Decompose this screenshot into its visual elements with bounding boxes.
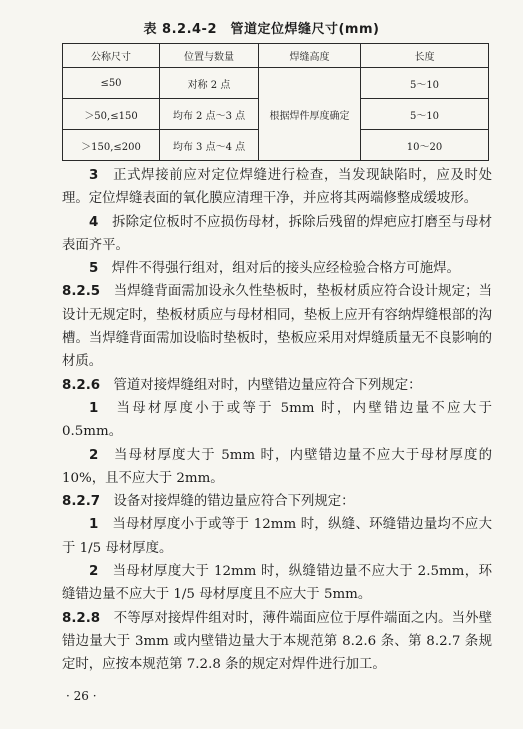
- paragraph-text: 管道对接焊缝组对时，内壁错边量应符合下列规定：: [113, 377, 422, 393]
- item-number: 1: [89, 400, 99, 416]
- paragraph-text: 当母材厚度小于或等于 12mm 时，纵缝、环缝错边量均不应大于 1/5 母材厚度。: [62, 517, 492, 556]
- size-cell: ＞150,≤200: [63, 130, 160, 161]
- clause-number: 8.2.6: [62, 377, 101, 393]
- paragraph: [62, 211, 492, 258]
- table-caption: 表 8.2.4-2 管道定位焊缝尺寸(mm): [143, 22, 380, 37]
- weld-height-cell: 根据焊件厚度确定: [259, 68, 361, 161]
- clause-paragraph: [62, 607, 492, 677]
- paragraph: [62, 164, 492, 211]
- clause-paragraph: [62, 280, 492, 373]
- clause-paragraph: [62, 490, 492, 513]
- clause-number: 8.2.7: [62, 494, 101, 510]
- length-cell: 5～10: [361, 68, 489, 99]
- paragraph-text: 当母材厚度大于 12mm 时，纵缝错边量不应大于 2.5mm，环缝错边量不应大于 1/5 母材厚度且不应大于 5mm。: [62, 564, 493, 603]
- paragraph-text: 不等厚对接焊件组对时，薄件端面应位于厚件端面之内。当外壁错边量大于 3mm 或内壁错边量大于本规范第 8.2.6 条、第 8.2.7 条规定时，应按本规范第 7.2.8 条的规定对焊件进行加工。: [62, 610, 493, 673]
- paragraph-text: 设备对接焊缝的错边量应符合下列规定：: [113, 494, 355, 510]
- header-cell: 位置与数量: [160, 44, 259, 68]
- clause-number: 8.2.8: [62, 610, 101, 626]
- body-text: [62, 164, 492, 677]
- paragraph: [62, 513, 492, 560]
- paragraph-text: 当焊缝背面需加设永久性垫板时，垫板材质应符合设计规定；当设计无规定时，垫板材质应与母材相同，垫板上应开有容纳焊缝根部的沟槽。当焊缝背面需加设临时垫板时，垫板应采用对焊缝质量无不良影响的材质。: [62, 284, 493, 370]
- paragraph-text: 当母材厚度大于 5mm 时，内壁错边量不应大于母材厚度的 10%，且不应大于 2mm。: [62, 447, 492, 486]
- size-cell: ≤50: [63, 68, 160, 99]
- paragraph: [62, 257, 492, 280]
- item-number: 5: [89, 261, 99, 277]
- item-number: 3: [89, 168, 99, 183]
- paragraph-text: 焊件不得强行组对，组对后的接头应经检验合格方可施焊。: [111, 261, 460, 277]
- paragraph-text: 正式焊接前应对定位焊缝进行检查，当发现缺陷时，应及时处理。定位焊缝表面的氧化膜应清理干净，并应将其两端修整成缓坡形。: [62, 168, 493, 207]
- paragraph-text: 当母材厚度小于或等于 5mm 时，内壁错边量不应大于 0.5mm。: [62, 400, 493, 440]
- table-row: [63, 68, 489, 99]
- size-cell: ＞50,≤150: [63, 99, 160, 130]
- header-cell: 焊缝高度: [259, 44, 361, 68]
- clause-paragraph: [62, 374, 492, 397]
- paragraph-text: 拆除定位板时不应损伤母材，拆除后残留的焊疤应打磨至与母材表面齐平。: [62, 214, 493, 253]
- item-number: 2: [89, 564, 99, 580]
- paragraph: [62, 560, 492, 607]
- item-number: 1: [89, 517, 99, 533]
- paragraph: [62, 444, 492, 491]
- item-number: 4: [89, 214, 99, 230]
- page-number: · 26 ·: [66, 689, 97, 703]
- header-cell: 长度: [361, 44, 489, 68]
- position-cell: 对称 2 点: [160, 68, 259, 99]
- length-cell: 5～10: [361, 99, 489, 130]
- position-cell: 均布 3 点～4 点: [160, 130, 259, 161]
- table-header-row: [63, 44, 489, 68]
- item-number: 2: [89, 447, 99, 463]
- header-cell: 公称尺寸: [63, 44, 160, 68]
- position-cell: 均布 2 点～3 点: [160, 99, 259, 130]
- length-cell: 10～20: [361, 130, 489, 161]
- clause-number: 8.2.5: [62, 284, 101, 300]
- weld-size-table: [62, 43, 489, 161]
- paragraph: [62, 397, 492, 444]
